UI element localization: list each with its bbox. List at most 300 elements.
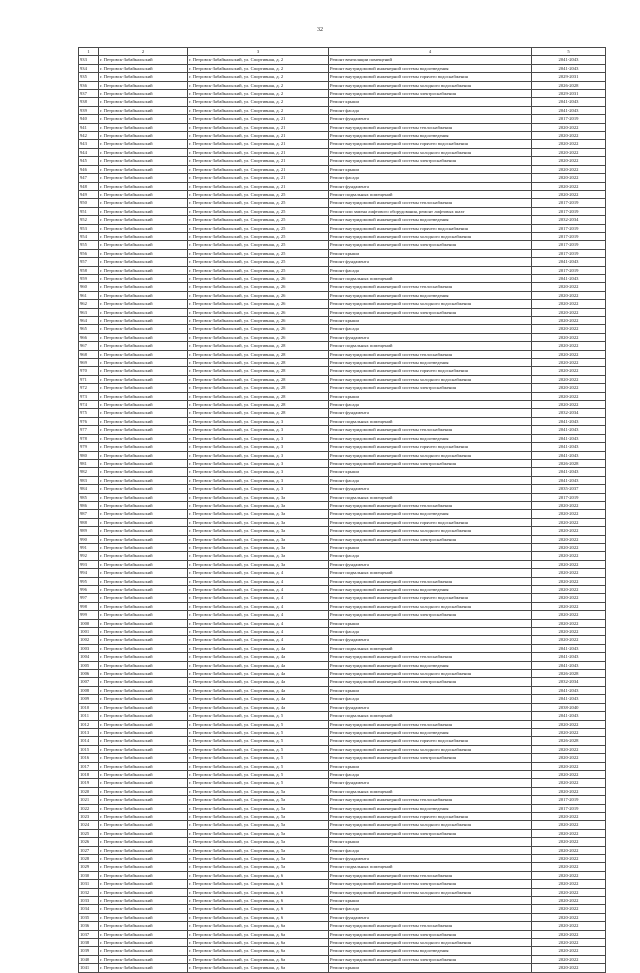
municipality-cell: г. Петровск-Забайкальский <box>99 720 188 728</box>
table-row <box>79 577 606 585</box>
municipality-cell: г. Петровск-Забайкальский <box>99 611 188 619</box>
address-cell: г. Петровск-Забайкальский, ул. Спортивная, д. 25 <box>188 199 329 207</box>
row-number-cell: 1016 <box>79 754 99 762</box>
period-cell: 2029-2031 <box>532 73 606 81</box>
municipality-cell: г. Петровск-Забайкальский <box>99 359 188 367</box>
municipality-cell: г. Петровск-Забайкальский <box>99 779 188 787</box>
row-number-cell: 934 <box>79 64 99 72</box>
row-number-cell: 1007 <box>79 678 99 686</box>
table-row <box>79 804 606 812</box>
period-cell: 2026-2028 <box>532 459 606 467</box>
work-type-cell: Ремонт внутридомовой инженерной системы горячего водоснабжения <box>329 518 532 526</box>
period-cell: 2020-2022 <box>532 770 606 778</box>
municipality-cell: г. Петровск-Забайкальский <box>99 216 188 224</box>
table-row <box>79 123 606 131</box>
municipality-cell: г. Петровск-Забайкальский <box>99 770 188 778</box>
municipality-cell: г. Петровск-Забайкальский <box>99 787 188 795</box>
work-type-cell: Ремонт фундамента <box>329 333 532 341</box>
municipality-cell: г. Петровск-Забайкальский <box>99 392 188 400</box>
municipality-cell: г. Петровск-Забайкальский <box>99 888 188 896</box>
table-row <box>79 754 606 762</box>
row-number-cell: 990 <box>79 535 99 543</box>
row-number-cell: 1017 <box>79 762 99 770</box>
table-row <box>79 274 606 282</box>
column-header-1: 1 <box>79 48 99 56</box>
row-number-cell: 1033 <box>79 897 99 905</box>
municipality-cell: г. Петровск-Забайкальский <box>99 880 188 888</box>
address-cell: г. Петровск-Забайкальский, ул. Спортивная, д. 28 <box>188 367 329 375</box>
table-row <box>79 375 606 383</box>
period-cell: 2041-2043 <box>532 434 606 442</box>
address-cell: г. Петровск-Забайкальский, ул. Спортивная, д. 25 <box>188 266 329 274</box>
period-cell: 2041-2043 <box>532 98 606 106</box>
address-cell: г. Петровск-Забайкальский, ул. Спортивная, д. 4а <box>188 686 329 694</box>
municipality-cell: г. Петровск-Забайкальский <box>99 207 188 215</box>
period-cell: 2032-2034 <box>532 678 606 686</box>
municipality-cell: г. Петровск-Забайкальский <box>99 224 188 232</box>
row-number-cell: 1028 <box>79 855 99 863</box>
table-row <box>79 232 606 240</box>
row-number-cell: 954 <box>79 232 99 240</box>
row-number-cell: 1025 <box>79 829 99 837</box>
work-type-cell: Ремонт крыши <box>329 165 532 173</box>
municipality-cell: г. Петровск-Забайкальский <box>99 476 188 484</box>
period-cell: 2017-2019 <box>532 266 606 274</box>
work-type-cell: Ремонт внутридомовой инженерной системы электроснабжения <box>329 678 532 686</box>
address-cell: г. Петровск-Забайкальский, ул. Спортивная, д. 26 <box>188 300 329 308</box>
municipality-cell: г. Петровск-Забайкальский <box>99 762 188 770</box>
table-row <box>79 922 606 930</box>
work-type-cell: Ремонт внутридомовой инженерной системы водоотведения <box>329 132 532 140</box>
table-row <box>79 224 606 232</box>
table-row <box>79 905 606 913</box>
work-type-cell: Ремонт фундамента <box>329 115 532 123</box>
row-number-cell: 942 <box>79 132 99 140</box>
address-cell: г. Петровск-Забайкальский, ул. Спортивная, д. 26 <box>188 308 329 316</box>
work-type-cell: Ремонт крыши <box>329 762 532 770</box>
municipality-cell: г. Петровск-Забайкальский <box>99 123 188 131</box>
work-type-cell: Ремонт внутридомовой инженерной системы теплоснабжения <box>329 283 532 291</box>
period-cell: 2020-2022 <box>532 569 606 577</box>
address-cell: г. Петровск-Забайкальский, ул. Спортивная, д. 2 <box>188 73 329 81</box>
row-number-cell: 947 <box>79 174 99 182</box>
table-row <box>79 703 606 711</box>
work-type-cell: Ремонт фундамента <box>329 779 532 787</box>
period-cell: 2017-2019 <box>532 804 606 812</box>
table-header-row <box>79 48 606 56</box>
address-cell: г. Петровск-Забайкальский, ул. Спортивная, д. 4 <box>188 577 329 585</box>
table-row <box>79 712 606 720</box>
period-cell: 2020-2022 <box>532 611 606 619</box>
work-type-cell: Ремонт фундамента <box>329 258 532 266</box>
address-cell: г. Петровск-Забайкальский, ул. Спортивная, д. 2 <box>188 106 329 114</box>
municipality-cell: г. Петровск-Забайкальский <box>99 401 188 409</box>
address-cell: г. Петровск-Забайкальский, ул. Спортивная, д. 3 <box>188 468 329 476</box>
municipality-cell: г. Петровск-Забайкальский <box>99 846 188 854</box>
row-number-cell: 1038 <box>79 939 99 947</box>
row-number-cell: 1012 <box>79 720 99 728</box>
row-number-cell: 1020 <box>79 787 99 795</box>
row-number-cell: 971 <box>79 375 99 383</box>
row-number-cell: 1000 <box>79 619 99 627</box>
address-cell: г. Петровск-Забайкальский, ул. Спортивная, д. 21 <box>188 140 329 148</box>
table-row <box>79 695 606 703</box>
work-type-cell: Ремонт внутридомовой инженерной системы холодного водоснабжения <box>329 232 532 240</box>
column-header-4: 4 <box>329 48 532 56</box>
row-number-cell: 965 <box>79 325 99 333</box>
row-number-cell: 978 <box>79 434 99 442</box>
period-cell: 2041-2043 <box>532 661 606 669</box>
municipality-cell: г. Петровск-Забайкальский <box>99 560 188 568</box>
period-cell: 2020-2022 <box>532 905 606 913</box>
address-cell: г. Петровск-Забайкальский, ул. Спортивная, д. 6 <box>188 888 329 896</box>
row-number-cell: 940 <box>79 115 99 123</box>
municipality-cell: г. Петровск-Забайкальский <box>99 913 188 921</box>
work-type-cell: Ремонт фундамента <box>329 182 532 190</box>
work-type-cell: Ремонт внутридомовой инженерной системы холодного водоснабжения <box>329 81 532 89</box>
row-number-cell: 944 <box>79 148 99 156</box>
address-cell: г. Петровск-Забайкальский, ул. Спортивная, д. 2 <box>188 98 329 106</box>
address-cell: г. Петровск-Забайкальский, ул. Спортивная, д. 28 <box>188 342 329 350</box>
table-row <box>79 300 606 308</box>
table-row <box>79 106 606 114</box>
table-row <box>79 384 606 392</box>
row-number-cell: 963 <box>79 308 99 316</box>
period-cell: 2020-2022 <box>532 350 606 358</box>
municipality-cell: г. Петровск-Забайкальский <box>99 703 188 711</box>
row-number-cell: 1032 <box>79 888 99 896</box>
row-number-cell: 975 <box>79 409 99 417</box>
row-number-cell: 992 <box>79 552 99 560</box>
period-cell: 2020-2022 <box>532 543 606 551</box>
row-number-cell: 1019 <box>79 779 99 787</box>
work-type-cell: Ремонт фасада <box>329 174 532 182</box>
period-cell: 2020-2022 <box>532 636 606 644</box>
table-row <box>79 409 606 417</box>
municipality-cell: г. Петровск-Забайкальский <box>99 325 188 333</box>
municipality-cell: г. Петровск-Забайкальский <box>99 796 188 804</box>
work-type-cell: Ремонт внутридомовой инженерной системы холодного водоснабжения <box>329 602 532 610</box>
municipality-cell: г. Петровск-Забайкальский <box>99 258 188 266</box>
work-type-cell: Ремонт подвальных помещений <box>329 417 532 425</box>
row-number-cell: 1003 <box>79 644 99 652</box>
row-number-cell: 981 <box>79 459 99 467</box>
table-row <box>79 720 606 728</box>
address-cell: г. Петровск-Забайкальский, ул. Спортивная, д. 21 <box>188 182 329 190</box>
table-row <box>79 459 606 467</box>
period-cell: 2020-2022 <box>532 779 606 787</box>
address-cell: г. Петровск-Забайкальский, ул. Спортивная, д. 2 <box>188 81 329 89</box>
table-row <box>79 880 606 888</box>
row-number-cell: 1018 <box>79 770 99 778</box>
period-cell: 2041-2043 <box>532 106 606 114</box>
period-cell: 2020-2022 <box>532 291 606 299</box>
period-cell: 2020-2022 <box>532 829 606 837</box>
row-number-cell: 989 <box>79 527 99 535</box>
row-number-cell: 1015 <box>79 745 99 753</box>
period-cell: 2020-2022 <box>532 333 606 341</box>
work-type-cell: Ремонт внутридомовой инженерной системы горячего водоснабжения <box>329 443 532 451</box>
table-row <box>79 728 606 736</box>
table-row <box>79 182 606 190</box>
table-row <box>79 871 606 879</box>
table-row <box>79 493 606 501</box>
address-cell: г. Петровск-Забайкальский, ул. Спортивная, д. 3а <box>188 518 329 526</box>
work-type-cell: Ремонт фасада <box>329 106 532 114</box>
address-cell: г. Петровск-Забайкальский, ул. Спортивная, д. 3 <box>188 434 329 442</box>
table-row <box>79 73 606 81</box>
address-cell: г. Петровск-Забайкальский, ул. Спортивная, д. 6а <box>188 955 329 963</box>
address-cell: г. Петровск-Забайкальский, ул. Спортивная, д. 4а <box>188 670 329 678</box>
period-cell: 2041-2043 <box>532 476 606 484</box>
municipality-cell: г. Петровск-Забайкальский <box>99 527 188 535</box>
address-cell: г. Петровск-Забайкальский, ул. Спортивная, д. 28 <box>188 409 329 417</box>
municipality-cell: г. Петровск-Забайкальский <box>99 636 188 644</box>
municipality-cell: г. Петровск-Забайкальский <box>99 140 188 148</box>
table-row <box>79 199 606 207</box>
address-cell: г. Петровск-Забайкальский, ул. Спортивная, д. 25 <box>188 232 329 240</box>
row-number-cell: 979 <box>79 443 99 451</box>
period-cell: 2020-2022 <box>532 560 606 568</box>
work-type-cell: Ремонт внутридомовой инженерной системы холодного водоснабжения <box>329 527 532 535</box>
row-number-cell: 977 <box>79 426 99 434</box>
address-cell: г. Петровск-Забайкальский, ул. Спортивная, д. 3а <box>188 501 329 509</box>
row-number-cell: 991 <box>79 543 99 551</box>
municipality-cell: г. Петровск-Забайкальский <box>99 712 188 720</box>
address-cell: г. Петровск-Забайкальский, ул. Спортивная, д. 6 <box>188 871 329 879</box>
address-cell: г. Петровск-Забайкальский, ул. Спортивная, д. 26 <box>188 291 329 299</box>
row-number-cell: 984 <box>79 485 99 493</box>
table-row <box>79 939 606 947</box>
address-cell: г. Петровск-Забайкальский, ул. Спортивная, д. 6 <box>188 897 329 905</box>
work-type-cell: Ремонт фасада <box>329 325 532 333</box>
period-cell: 2041-2043 <box>532 712 606 720</box>
municipality-cell: г. Петровск-Забайкальский <box>99 552 188 560</box>
address-cell: г. Петровск-Забайкальский, ул. Спортивная, д. 5 <box>188 720 329 728</box>
address-cell: г. Петровск-Забайкальский, ул. Спортивная, д. 6 <box>188 913 329 921</box>
row-number-cell: 933 <box>79 56 99 64</box>
period-cell: 2020-2022 <box>532 325 606 333</box>
address-cell: г. Петровск-Забайкальский, ул. Спортивная, д. 5 <box>188 737 329 745</box>
address-cell: г. Петровск-Забайкальский, ул. Спортивная, д. 5 <box>188 728 329 736</box>
row-number-cell: 1013 <box>79 728 99 736</box>
row-number-cell: 987 <box>79 510 99 518</box>
row-number-cell: 1006 <box>79 670 99 678</box>
address-cell: г. Петровск-Забайкальский, ул. Спортивная, д. 4 <box>188 569 329 577</box>
municipality-cell: г. Петровск-Забайкальский <box>99 543 188 551</box>
address-cell: г. Петровск-Забайкальский, ул. Спортивная, д. 25 <box>188 224 329 232</box>
row-number-cell: 956 <box>79 249 99 257</box>
table-row <box>79 367 606 375</box>
work-type-cell: Ремонт фундамента <box>329 703 532 711</box>
table-row <box>79 485 606 493</box>
work-type-cell: Ремонт внутридомовой инженерной системы электроснабжения <box>329 308 532 316</box>
municipality-cell: г. Петровск-Забайкальский <box>99 56 188 64</box>
municipality-cell: г. Петровск-Забайкальский <box>99 754 188 762</box>
repair-schedule-table <box>78 47 605 973</box>
work-type-cell: Ремонт подвальных помещений <box>329 787 532 795</box>
work-type-cell: Ремонт или замена лифтового оборудования, ремонт лифтовых шахт <box>329 207 532 215</box>
period-cell: 2020-2022 <box>532 190 606 198</box>
address-cell: г. Петровск-Забайкальский, ул. Спортивная, д. 25 <box>188 190 329 198</box>
work-type-cell: Ремонт крыши <box>329 686 532 694</box>
work-type-cell: Ремонт внутридомовой инженерной системы электроснабжения <box>329 930 532 938</box>
address-cell: г. Петровск-Забайкальский, ул. Спортивная, д. 4 <box>188 594 329 602</box>
table-row <box>79 510 606 518</box>
work-type-cell: Ремонт внутридомовой инженерной системы холодного водоснабжения <box>329 745 532 753</box>
municipality-cell: г. Петровск-Забайкальский <box>99 249 188 257</box>
table-row <box>79 443 606 451</box>
work-type-cell: Ремонт внутридомовой инженерной системы горячего водоснабжения <box>329 737 532 745</box>
table-row <box>79 586 606 594</box>
table-row <box>79 216 606 224</box>
address-cell: г. Петровск-Забайкальский, ул. Спортивная, д. 4 <box>188 636 329 644</box>
period-cell: 2020-2022 <box>532 846 606 854</box>
row-number-cell: 1005 <box>79 661 99 669</box>
municipality-cell: г. Петровск-Забайкальский <box>99 157 188 165</box>
work-type-cell: Ремонт внутридомовой инженерной системы холодного водоснабжения <box>329 148 532 156</box>
row-number-cell: 962 <box>79 300 99 308</box>
row-number-cell: 999 <box>79 611 99 619</box>
work-type-cell: Ремонт внутридомовой инженерной системы водоотведения <box>329 216 532 224</box>
period-cell: 2020-2022 <box>532 123 606 131</box>
table-row <box>79 913 606 921</box>
municipality-cell: г. Петровск-Забайкальский <box>99 594 188 602</box>
municipality-cell: г. Петровск-Забайкальский <box>99 459 188 467</box>
table-row <box>79 653 606 661</box>
table-row <box>79 863 606 871</box>
address-cell: г. Петровск-Забайкальский, ул. Спортивная, д. 4а <box>188 703 329 711</box>
municipality-cell: г. Петровск-Забайкальский <box>99 342 188 350</box>
period-cell: 2041-2043 <box>532 274 606 282</box>
row-number-cell: 1036 <box>79 922 99 930</box>
table-row <box>79 518 606 526</box>
municipality-cell: г. Петровск-Забайкальский <box>99 535 188 543</box>
address-cell: г. Петровск-Забайкальский, ул. Спортивная, д. 6 <box>188 880 329 888</box>
table-row <box>79 266 606 274</box>
period-cell: 2020-2022 <box>532 855 606 863</box>
row-number-cell: 969 <box>79 359 99 367</box>
table-row <box>79 745 606 753</box>
address-cell: г. Петровск-Забайкальский, ул. Спортивная, д. 3а <box>188 543 329 551</box>
work-type-cell: Ремонт вентиляции помещений <box>329 56 532 64</box>
table-row <box>79 821 606 829</box>
address-cell: г. Петровск-Забайкальский, ул. Спортивная, д. 5а <box>188 787 329 795</box>
municipality-cell: г. Петровск-Забайкальский <box>99 190 188 198</box>
address-cell: г. Петровск-Забайкальский, ул. Спортивная, д. 25 <box>188 249 329 257</box>
period-cell: 2020-2022 <box>532 594 606 602</box>
table-row <box>79 64 606 72</box>
work-type-cell: Ремонт подвальных помещений <box>329 342 532 350</box>
table-row <box>79 829 606 837</box>
table-row <box>79 115 606 123</box>
municipality-cell: г. Петровск-Забайкальский <box>99 317 188 325</box>
table-row <box>79 779 606 787</box>
municipality-cell: г. Петровск-Забайкальский <box>99 90 188 98</box>
address-cell: г. Петровск-Забайкальский, ул. Спортивная, д. 28 <box>188 392 329 400</box>
row-number-cell: 957 <box>79 258 99 266</box>
work-type-cell: Ремонт подвальных помещений <box>329 493 532 501</box>
row-number-cell: 998 <box>79 602 99 610</box>
address-cell: г. Петровск-Забайкальский, ул. Спортивная, д. 6а <box>188 947 329 955</box>
table-row <box>79 947 606 955</box>
municipality-cell: г. Петровск-Забайкальский <box>99 686 188 694</box>
period-cell: 2020-2022 <box>532 955 606 963</box>
period-cell: 2020-2022 <box>532 392 606 400</box>
period-cell: 2020-2022 <box>532 300 606 308</box>
municipality-cell: г. Петровск-Забайкальский <box>99 106 188 114</box>
table-row <box>79 930 606 938</box>
period-cell: 2020-2022 <box>532 148 606 156</box>
municipality-cell: г. Петровск-Забайкальский <box>99 81 188 89</box>
work-type-cell: Ремонт фасада <box>329 695 532 703</box>
period-cell: 2017-2019 <box>532 115 606 123</box>
table-body <box>79 56 606 972</box>
work-type-cell: Ремонт внутридомовой инженерной системы горячего водоснабжения <box>329 140 532 148</box>
municipality-cell: г. Петровск-Забайкальский <box>99 375 188 383</box>
period-cell: 2020-2022 <box>532 787 606 795</box>
table-row <box>79 190 606 198</box>
table-row <box>79 611 606 619</box>
address-cell: г. Петровск-Забайкальский, ул. Спортивная, д. 4 <box>188 611 329 619</box>
municipality-cell: г. Петровск-Забайкальский <box>99 451 188 459</box>
row-number-cell: 1021 <box>79 796 99 804</box>
work-type-cell: Ремонт подвальных помещений <box>329 190 532 198</box>
address-cell: г. Петровск-Забайкальский, ул. Спортивная, д. 4а <box>188 661 329 669</box>
municipality-cell: г. Петровск-Забайкальский <box>99 745 188 753</box>
row-number-cell: 1010 <box>79 703 99 711</box>
table-row <box>79 527 606 535</box>
municipality-cell: г. Петровск-Забайкальский <box>99 426 188 434</box>
row-number-cell: 1029 <box>79 863 99 871</box>
work-type-cell: Ремонт внутридомовой инженерной системы горячего водоснабжения <box>329 224 532 232</box>
work-type-cell: Ремонт внутридомовой инженерной системы теплоснабжения <box>329 350 532 358</box>
work-type-cell: Ремонт фундамента <box>329 636 532 644</box>
period-cell: 2020-2022 <box>532 342 606 350</box>
row-number-cell: 1041 <box>79 964 99 972</box>
table-row <box>79 90 606 98</box>
municipality-cell: г. Петровск-Забайкальский <box>99 300 188 308</box>
address-cell: г. Петровск-Забайкальский, ул. Спортивная, д. 5 <box>188 770 329 778</box>
municipality-cell: г. Петровск-Забайкальский <box>99 443 188 451</box>
table-row <box>79 686 606 694</box>
work-type-cell: Ремонт внутридомовой инженерной системы горячего водоснабжения <box>329 73 532 81</box>
municipality-cell: г. Петровск-Забайкальский <box>99 737 188 745</box>
address-cell: г. Петровск-Забайкальский, ул. Спортивная, д. 4 <box>188 586 329 594</box>
work-type-cell: Ремонт фундамента <box>329 855 532 863</box>
row-number-cell: 988 <box>79 518 99 526</box>
work-type-cell: Ремонт внутридомовой инженерной системы теплоснабжения <box>329 123 532 131</box>
municipality-cell: г. Петровск-Забайкальский <box>99 855 188 863</box>
address-cell: г. Петровск-Забайкальский, ул. Спортивная, д. 3а <box>188 560 329 568</box>
municipality-cell: г. Петровск-Забайкальский <box>99 695 188 703</box>
row-number-cell: 935 <box>79 73 99 81</box>
table-row <box>79 325 606 333</box>
table-row <box>79 291 606 299</box>
municipality-cell: г. Петровск-Забайкальский <box>99 930 188 938</box>
work-type-cell: Ремонт внутридомовой инженерной системы электроснабжения <box>329 157 532 165</box>
table-row <box>79 241 606 249</box>
table-row <box>79 434 606 442</box>
work-type-cell: Ремонт внутридомовой инженерной системы электроснабжения <box>329 241 532 249</box>
work-type-cell: Ремонт внутридомовой инженерной системы теплоснабжения <box>329 199 532 207</box>
work-type-cell: Ремонт внутридомовой инженерной системы холодного водоснабжения <box>329 451 532 459</box>
work-type-cell: Ремонт фундамента <box>329 485 532 493</box>
municipality-cell: г. Петровск-Забайкальский <box>99 148 188 156</box>
row-number-cell: 937 <box>79 90 99 98</box>
work-type-cell: Ремонт внутридомовой инженерной системы теплоснабжения <box>329 720 532 728</box>
row-number-cell: 994 <box>79 569 99 577</box>
